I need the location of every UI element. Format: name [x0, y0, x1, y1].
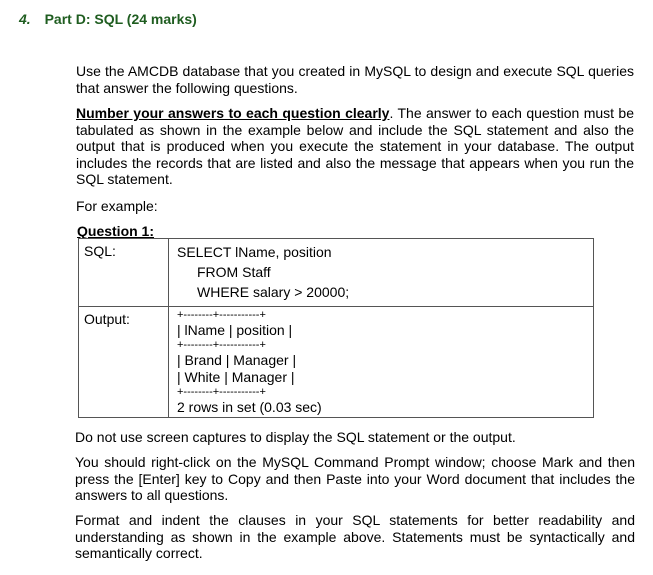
- output-line: +--------+-----------+: [177, 309, 266, 321]
- example-table: [78, 238, 594, 418]
- output-label: Output:: [79, 307, 169, 418]
- output-line: | Brand | Manager |: [177, 352, 297, 368]
- sql-row: [79, 239, 594, 307]
- sql-statement: [169, 239, 594, 307]
- note-paragraph: Format and indent the clauses in your SQL statements for better readability and understanding as shown in the example above. Statements must be syntactically and semantically correct.: [75, 512, 635, 561]
- section-title: Part D: SQL (24 marks): [44, 11, 197, 27]
- instructions-emphasis: Number your answers to each question clearly: [76, 105, 390, 121]
- section-heading: [19, 11, 197, 27]
- sql-output: [169, 307, 594, 418]
- instructions-paragraph: [76, 105, 634, 188]
- for-example-label: For example:: [76, 198, 158, 214]
- output-line: +--------+-----------+: [177, 339, 266, 351]
- question-label: Question 1:: [77, 223, 155, 239]
- sql-label: SQL:: [79, 239, 169, 307]
- sql-line: FROM Staff: [197, 264, 271, 280]
- note-paragraph: You should right-click on the MySQL Command Prompt window; choose Mark and then press the [Enter] key to Copy and then Paste into your Word document that includes the answers to all questions.: [75, 454, 635, 503]
- note-paragraph: Do not use screen captures to display the SQL statement or the output.: [75, 429, 516, 445]
- output-line: 2 rows in set (0.03 sec): [177, 399, 322, 415]
- output-line: +--------+-----------+: [177, 386, 266, 398]
- output-line: | White | Manager |: [177, 369, 295, 385]
- section-number: 4.: [19, 11, 31, 27]
- instructions-text: . The answer to each question must be tabulated as shown in the example below and include the SQL statement and also the output that is produced when you execute the statement in your database. The output includes the records that are listed and also the message that appears when you run the SQL statement.: [76, 105, 634, 187]
- intro-paragraph: Use the AMCDB database that you created in MySQL to design and execute SQL queries that answer the following questions.: [76, 63, 634, 96]
- output-row: [79, 307, 594, 418]
- sql-line: SELECT lName, position: [177, 244, 332, 260]
- output-line: | lName | position |: [177, 322, 293, 338]
- sql-line: WHERE salary > 20000;: [197, 284, 350, 300]
